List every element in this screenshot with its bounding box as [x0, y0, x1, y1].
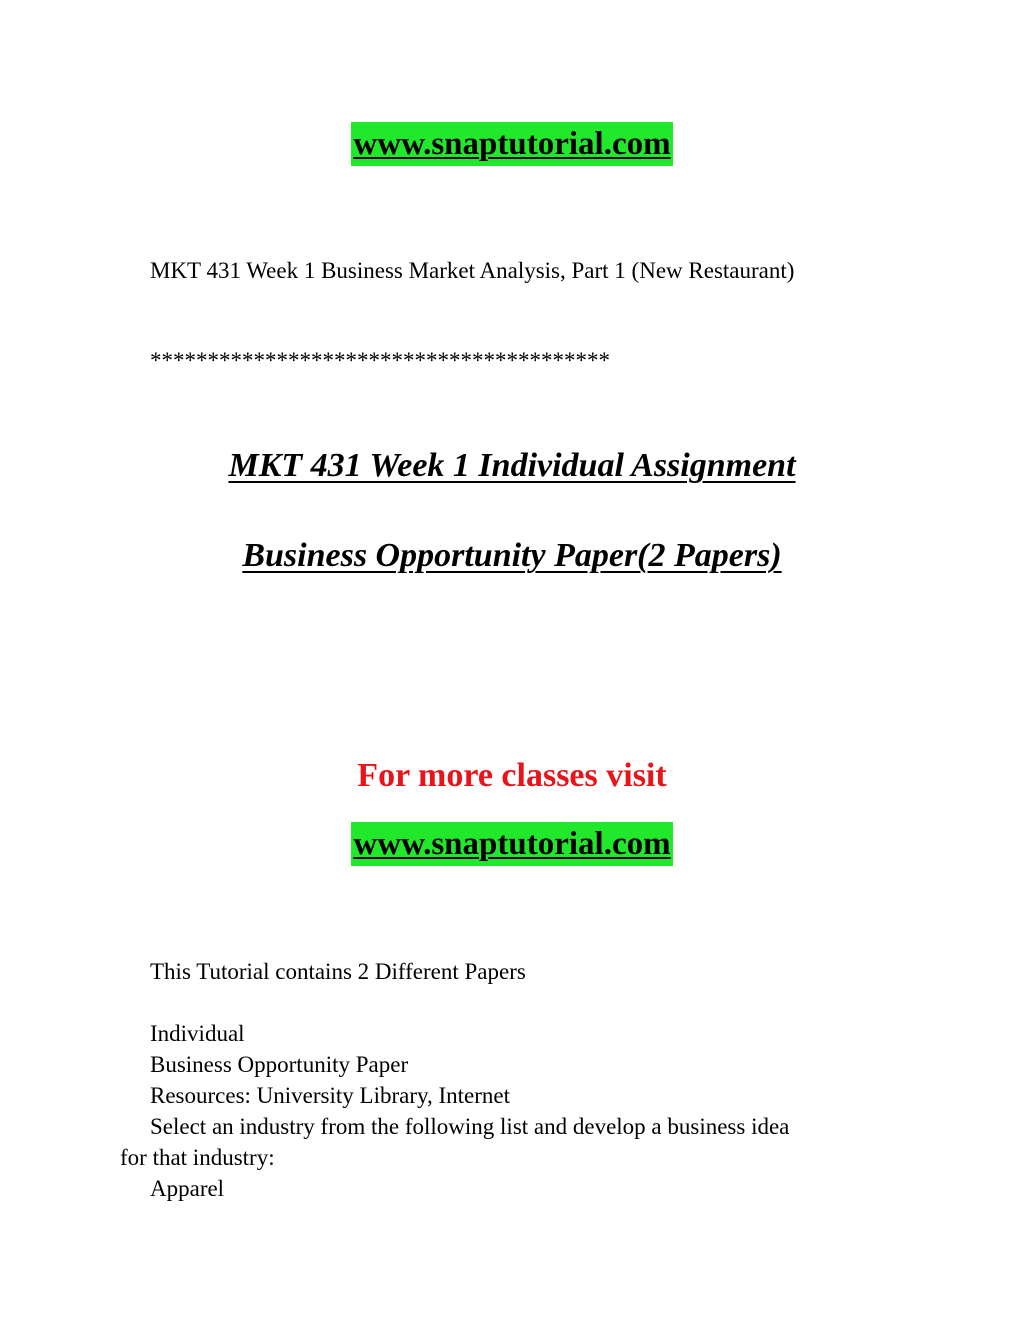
body-line-select-industry-cont: for that industry: — [120, 1145, 275, 1170]
body-line-select-industry: Select an industry from the following list and develop a business idea — [150, 1114, 790, 1139]
tutorial-intro: This Tutorial contains 2 Different Papers — [150, 959, 526, 984]
body-line-resources: Resources: University Library, Internet — [150, 1083, 511, 1108]
heading-line-2-row — [0, 534, 1024, 578]
header-website-link-text: www.snaptutorial.com — [353, 126, 671, 162]
footer-link-row — [0, 822, 1024, 866]
footer-website-link[interactable] — [351, 822, 672, 866]
course-subtitle: MKT 431 Week 1 Business Market Analysis, Part 1 (New Restaurant) — [150, 258, 795, 283]
more-classes-text: For more classes visit — [357, 757, 667, 794]
body-line-individual: Individual — [150, 1021, 245, 1046]
body-line-paper-title: Business Opportunity Paper — [150, 1052, 409, 1077]
body-line-apparel: Apparel — [150, 1176, 225, 1201]
header-website-link[interactable] — [351, 122, 672, 166]
paper-heading: Business Opportunity Paper(2 Papers) — [242, 537, 782, 574]
visit-row — [0, 754, 1024, 798]
heading-line-1-row — [0, 444, 1024, 488]
asterisk-separator: **************************************** — [150, 348, 610, 373]
header-link-row — [0, 122, 1024, 166]
footer-website-link-text: www.snaptutorial.com — [353, 826, 671, 862]
assignment-heading: MKT 431 Week 1 Individual Assignment — [228, 447, 796, 484]
